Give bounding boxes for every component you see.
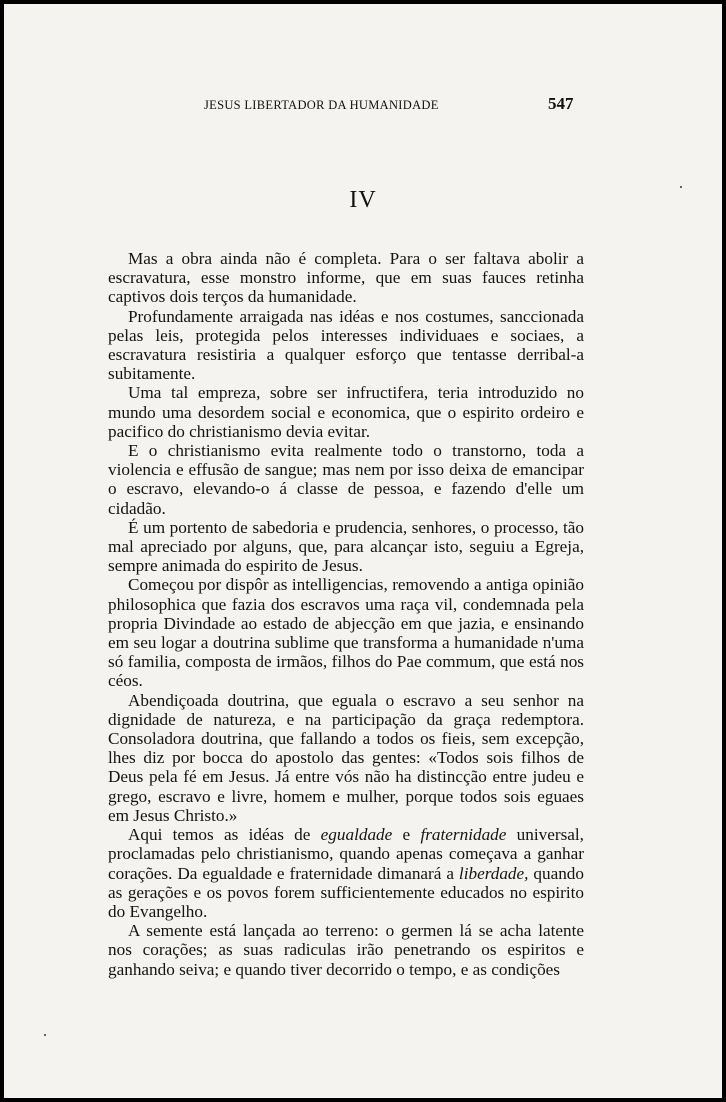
paragraph-text: A semente está lançada ao terreno: o germen lá se acha latente nos corações; as suas radiculas irão penetrando os espiritos e ganhando seiva; e quando tiver decorrido o tempo, e as condições xyxy=(108,921,584,979)
page-number: 547 xyxy=(548,94,574,113)
paragraph-text: É um portento de sabedoria e prudencia, senhores, o processo, tão mal apreciado por alguns, que, para alcançar isto, seguiu a Egreja, sempre animada do espirito de Jesus. xyxy=(108,517,584,576)
paragraph xyxy=(108,518,584,576)
paragraph xyxy=(108,691,584,825)
chapter-heading: IV xyxy=(349,187,377,213)
emphasis-term: liberdade, xyxy=(458,863,529,883)
paragraph-text: Profundamente arraigada nas idéas e nos costumes, sanccionada pelas leis, protegida pelos interesses individuaes e sociaes, a escravatura resistiria a qualquer esforço que tentasse derribal-a subitamente. xyxy=(108,306,584,384)
paragraph-text: Uma tal empreza, sobre ser infructifera, teria introduzido no mundo uma desordem social e economica, que o espirito ordeiro e pacifico do christianismo devia evitar. xyxy=(108,383,584,441)
paragraph xyxy=(108,383,584,441)
paragraph xyxy=(108,441,584,518)
paragraph-text: E o christianismo evita realmente todo o transtorno, toda a violencia e effusão de sangue; mas nem por isso deixa de emancipar o escravo, elevando-o á classe de pessoa, e fazendo d'elle um cidadão. xyxy=(108,441,584,518)
running-title: JESUS LIBERTADOR DA HUMANIDADE xyxy=(204,98,439,112)
page-header xyxy=(4,96,722,116)
paragraph-text: Abendiçoada doutrina, que eguala o escravo a seu senhor na dignidade de natureza, e na participação da graça redemptora. Consoladora doutrina, que fallando a todos os fieis, sem excepção, lhes diz por bocca do apostolo das gentes: «Todos sois filhos de Deus pela fé em Jesus. Já entre vós não ha distincção entre judeu e grego, escravo e livre, homem e mulher, porque todos sois eguaes em Jesus Christo.» xyxy=(108,690,584,825)
paragraph xyxy=(108,825,584,921)
paragraph-text: e xyxy=(392,825,421,845)
paragraph-text: quando as gerações e os povos forem sufficientemente educados no espirito do Evangelho. xyxy=(108,863,584,921)
book-page xyxy=(4,4,722,1098)
paragraph-text: universal, proclamadas pelo christianismo, quando apenas começava a ganhar corações. Da egualdade e fraternidade dimanará a xyxy=(108,825,584,883)
body-text xyxy=(108,249,584,979)
paragraph xyxy=(108,575,584,690)
emphasis-term: egualdade xyxy=(320,825,393,845)
paragraph-text: Aqui temos as idéas de xyxy=(128,825,321,845)
paragraph xyxy=(108,307,584,384)
paragraph xyxy=(108,921,584,979)
paragraph xyxy=(108,249,584,307)
paragraph-text: Começou por dispôr as intelligencias, removendo a antiga opinião philosophica que fazia dos escravos uma raça vil, condemnada pela propria Divindade ao estado de abjecção em que jazia, e ensinando em seu logar a doutrina sublime que transforma a humanidade n'uma só familia, composta de irmãos, filhos do Pae commum, que está nos céos. xyxy=(108,575,584,691)
paragraph-text: Mas a obra ainda não é completa. Para o ser faltava abolir a escravatura, esse monstro informe, que em suas fauces retinha captivos dois terços da humanidade. xyxy=(108,249,584,307)
emphasis-term: fraternidade xyxy=(420,825,507,845)
